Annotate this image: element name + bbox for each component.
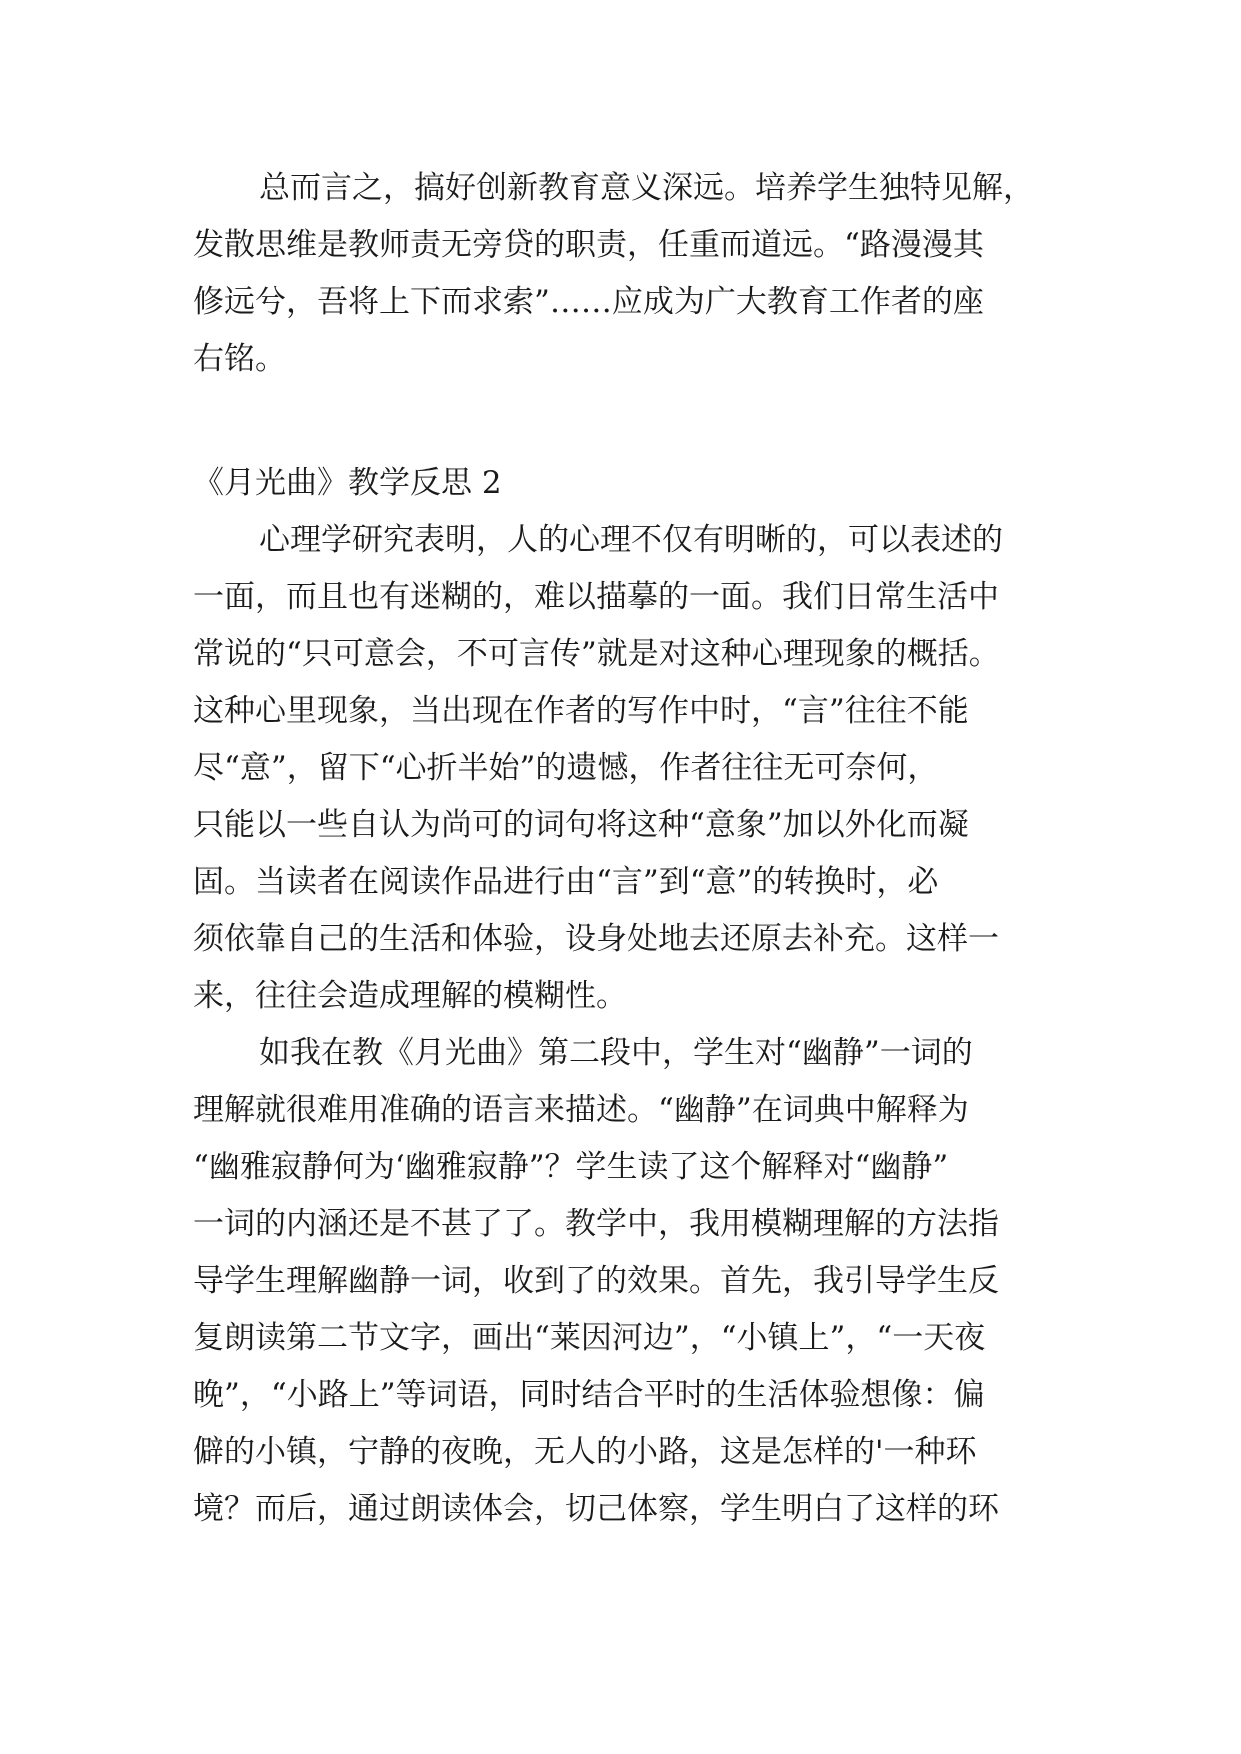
text-line: 来，往往会造成理解的模糊性。 xyxy=(193,978,627,1014)
text-line: 固。当读者在阅读作品进行由“言”到“意”的转换时，必 xyxy=(193,864,939,900)
paragraph-conclusion xyxy=(193,160,1053,388)
text-line: 境？而后，通过朗读体会，切己体察，学生明白了这样的环 xyxy=(193,1491,999,1527)
paragraph-psychology xyxy=(193,512,1053,1025)
text-line: 须依靠自己的生活和体验，设身处地去还原去补充。这样一 xyxy=(193,921,999,957)
text-line: “幽雅寂静何为‘幽雅寂静”？学生读了这个解释对“幽静” xyxy=(193,1149,949,1185)
text-line: 右铭。 xyxy=(193,341,286,377)
text-line: 一面，而且也有迷糊的，难以描摹的一面。我们日常生活中 xyxy=(193,579,999,615)
text-line: 心理学研究表明，人的心理不仅有明晰的，可以表述的 xyxy=(259,522,1003,558)
paragraph-gap xyxy=(193,388,1053,445)
text-line: 这种心里现象，当出现在作者的写作中时，“言”往往不能 xyxy=(193,693,969,729)
text-line: 总而言之，搞好创新教育意义深远。培养学生独特见解， xyxy=(259,170,1034,206)
section-title: 《月光曲》教学反思 2 xyxy=(193,465,502,501)
text-line: 常说的“只可意会，不可言传”就是对这种心理现象的概括。 xyxy=(193,636,1000,672)
text-line: 导学生理解幽静一词，收到了的效果。首先，我引导学生反 xyxy=(193,1263,999,1299)
document-body xyxy=(193,160,1053,1538)
text-line: 一词的内涵还是不甚了了。教学中，我用模糊理解的方法指 xyxy=(193,1206,999,1242)
text-line: 如我在教《月光曲》第二段中，学生对“幽静”一词的 xyxy=(259,1035,973,1071)
text-line: 修远兮，吾将上下而求索”……应成为广大教育工作者的座 xyxy=(193,284,984,320)
text-line: 只能以一些自认为尚可的词句将这种“意象”加以外化而凝 xyxy=(193,807,969,843)
text-line: 发散思维是教师责无旁贷的职责，任重而道远。“路漫漫其 xyxy=(193,227,984,263)
text-line: 复朗读第二节文字，画出“莱因河边”，“小镇上”，“一天夜 xyxy=(193,1320,986,1356)
text-line: 理解就很难用准确的语言来描述。“幽静”在词典中解释为 xyxy=(193,1092,969,1128)
paragraph-example xyxy=(193,1025,1053,1538)
text-line: 僻的小镇，宁静的夜晚，无人的小路，这是怎样的'一种环 xyxy=(193,1434,977,1470)
text-line: 尽“意”，留下“心折半始”的遗憾，作者往往无可奈何， xyxy=(193,750,939,786)
text-line: 晚”，“小路上”等词语，同时结合平时的生活体验想像：偏 xyxy=(193,1377,985,1413)
